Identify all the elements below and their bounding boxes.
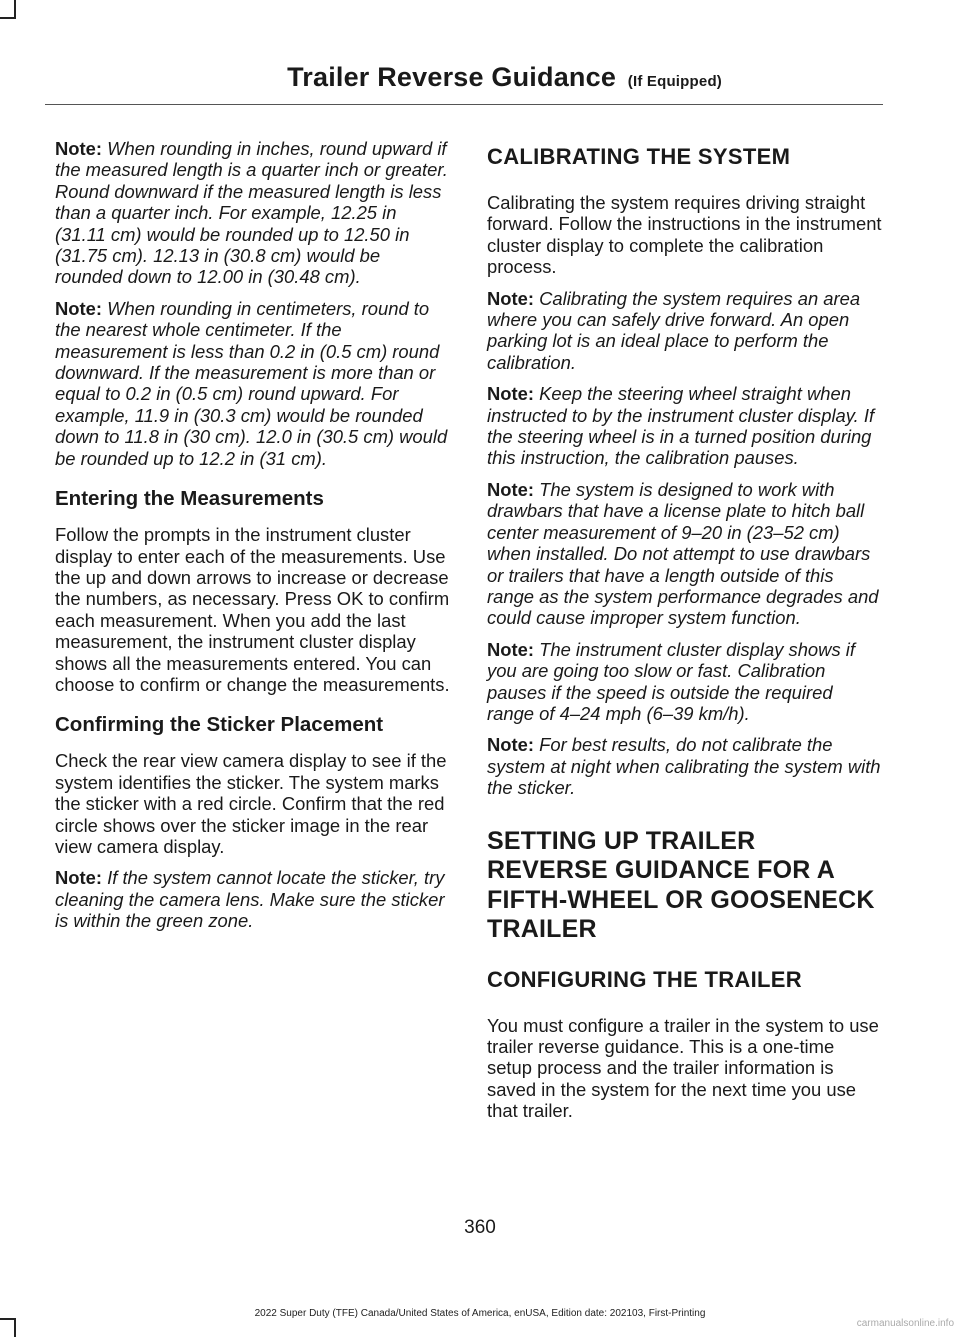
right-column [487,138,882,1132]
heading-entering-measurements: Entering the Measurements [55,487,324,511]
note-rounding-centimeters: Note: When rounding in centimeters, round to the nearest whole centimeter. If the measurement is less than 0.2 in (0.5 cm) round downward. If the measurement is more than or equal to 0.2 in (0.5 cm) round upward. For example, 11.9 in (30.3 cm) would be rounded down to 11.8 in (30 cm). 12.0 in (30.5 cm) would be rounded up to 12.2 in (31 cm). [55,297,448,469]
header-title-text: Trailer Reverse Guidance [287,62,617,92]
note-rounding-inches: Note: When rounding in inches, round upward if the measured length is a quarter inch or greater. Round downward if the measured length is less than a quarter inch. For example, 12.25 in (31.11 cm) would be rounded up to 12.50 in (31.75 cm). 12.13 in (30.8 cm) would be rounded down to 12.00 in (30.48 cm). [55,138,448,288]
crop-mark [14,1318,16,1337]
note-steering-wheel: Note: Keep the steering wheel straight when instructed to by the instrument cluster display. If the steering wheel is in a turned position during this instruction, the calibration pauses. [487,383,875,469]
footer-edition: 2022 Super Duty (TFE) Canada/United States of America, enUSA, Edition date: 202103, First-Printing [254,1308,706,1319]
page-number: 360 [464,1217,496,1238]
paragraph-configuring-trailer: You must configure a trailer in the system to use trailer reverse guidance. This is a one-time setup process and the trailer information is saved in the system for the next time you use that trailer. [487,1014,879,1122]
paragraph-confirming-sticker: Check the rear view camera display to see if the system identifies the sticker. The system marks the sticker with a red circle. Confirm that the red circle shows over the sticker image in the rear view camera display. [55,750,447,857]
note-speed: Note: The instrument cluster display shows if you are going too slow or fast. Calibration pauses if the speed is outside the required range of 4–24 mph (6–39 km/h). [487,638,855,724]
note-calibration-area: Note: Calibrating the system requires an area where you can safely drive forward. An open parking lot is an ideal place to perform the calibration. [487,287,861,373]
heading-confirming-sticker: Confirming the Sticker Placement [55,713,384,737]
header-subtitle: (If Equipped) [627,73,722,90]
left-column [55,138,450,942]
note-night: Note: For best results, do not calibrate the system at night when calibrating the system with the sticker. [487,734,881,799]
page-header-title [287,62,722,93]
heading-configuring-trailer: CONFIGURING THE TRAILER [487,966,802,992]
note-sticker-locate: Note: If the system cannot locate the sticker, try cleaning the camera lens. Make sure the sticker is within the green zone. [55,867,445,932]
crop-mark [0,17,16,19]
note-drawbars: Note: The system is designed to work with drawbars that have a license plate to hitch ball center measurement of 9–20 in (23–52 cm) when installed. Do not attempt to use drawbars or trailers that have a length outside of this range as the system performance degrades and could cause improper system function. [487,478,879,629]
watermark: carmanualsonline.info [856,1318,954,1329]
crop-mark [14,0,16,18]
header-divider [45,104,883,105]
paragraph-entering-measurements: Follow the prompts in the instrument cluster display to enter each of the measurements. Use the up and down arrows to increase or decrease the numbers, as necessary. Press OK to confirm each measurement. When you add the last measurement, the instrument cluster display shows all the measurements entered. You can choose to confirm or change the measurements. [55,524,450,695]
heading-calibrating: CALIBRATING THE SYSTEM [487,144,791,169]
heading-setting-up-fifth-wheel: SETTING UP TRAILER REVERSE GUIDANCE FOR A FIFTH-WHEEL OR GOOSENECK TRAILER [487,826,875,944]
paragraph-calibrating: Calibrating the system requires driving straight forward. Follow the instructions in the instrument cluster display to complete the calibration process. [487,192,882,278]
